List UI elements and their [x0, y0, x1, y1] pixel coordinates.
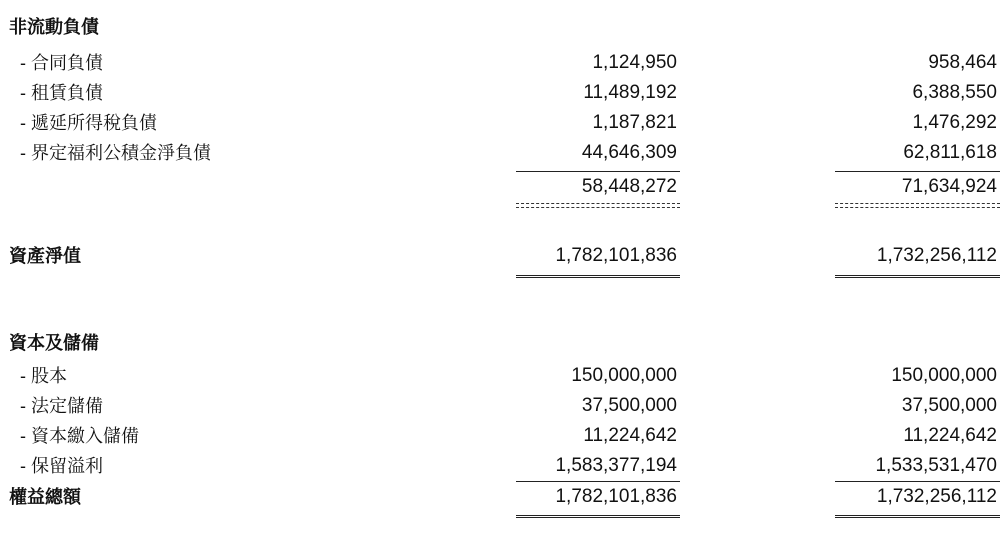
line-item-statutory-reserve — [0, 393, 1006, 421]
net-assets-double-rule-col2 — [835, 275, 1000, 278]
value-current-year: 11,224,642 — [583, 425, 677, 446]
value-prior-year: 1,533,531,470 — [875, 455, 997, 476]
subtotal-dashed-rule-col1-a — [516, 203, 680, 204]
line-item-retained-earnings — [0, 453, 1006, 481]
net-assets-row — [0, 243, 1006, 271]
line-item-contributed-capital-reserve — [0, 423, 1006, 451]
line-item-share-capital — [0, 363, 1006, 391]
subtotal-dashed-rule-col1-b — [516, 207, 680, 208]
subtotal-row-non-current-liabilities — [0, 174, 1006, 202]
value-current-year: 1,187,821 — [592, 112, 677, 133]
section-heading-capital-and-reserves — [0, 330, 1006, 358]
value-current-year: 1,124,950 — [592, 52, 677, 73]
net-assets-label: 資產淨值 — [9, 246, 81, 266]
value-current-year: 1,583,377,194 — [555, 455, 677, 476]
total-equity-double-rule-col1 — [516, 515, 680, 518]
line-item-lease-liabilities — [0, 80, 1006, 108]
value-prior-year: 150,000,000 — [891, 365, 997, 386]
subtotal-prior-year: 71,634,924 — [901, 176, 997, 197]
value-prior-year: 11,224,642 — [903, 425, 997, 446]
total-equity-rule-col2 — [835, 481, 1000, 482]
value-current-year: 37,500,000 — [581, 395, 677, 416]
line-item-defined-benefit-net-liabilities — [0, 140, 1006, 168]
net-assets-current-year: 1,782,101,836 — [555, 245, 677, 266]
subtotal-rule-col1 — [516, 171, 680, 172]
subtotal-current-year: 58,448,272 — [581, 176, 677, 197]
total-equity-row — [0, 484, 1006, 512]
value-prior-year: 6,388,550 — [912, 82, 997, 103]
item-label: - 界定福利公積金淨負債 — [20, 143, 211, 163]
item-label: - 股本 — [20, 366, 67, 386]
section-heading-non-current-liabilities — [0, 14, 1006, 42]
item-label: - 資本繳入儲備 — [20, 426, 139, 446]
net-assets-double-rule-col1 — [516, 275, 680, 278]
total-equity-double-rule-col2 — [835, 515, 1000, 518]
value-current-year: 150,000,000 — [571, 365, 677, 386]
line-item-contract-liabilities — [0, 50, 1006, 78]
net-assets-prior-year: 1,732,256,112 — [876, 245, 997, 266]
heading-label: 非流動負債 — [9, 17, 99, 37]
heading-label: 資本及儲備 — [9, 333, 99, 353]
total-equity-current-year: 1,782,101,836 — [555, 486, 677, 507]
item-label: - 遞延所得稅負債 — [20, 113, 157, 133]
line-item-deferred-tax-liabilities — [0, 110, 1006, 138]
total-equity-label: 權益總額 — [9, 487, 81, 507]
subtotal-dashed-rule-col2-a — [835, 203, 1000, 204]
total-equity-prior-year: 1,732,256,112 — [876, 486, 997, 507]
value-prior-year: 958,464 — [928, 52, 997, 73]
value-current-year: 11,489,192 — [583, 82, 677, 103]
value-prior-year: 62,811,618 — [903, 142, 997, 163]
total-equity-rule-col1 — [516, 481, 680, 482]
item-label: - 合同負債 — [20, 53, 103, 73]
item-label: - 法定儲備 — [20, 396, 103, 416]
value-prior-year: 1,476,292 — [912, 112, 997, 133]
value-prior-year: 37,500,000 — [901, 395, 997, 416]
subtotal-dashed-rule-col2-b — [835, 207, 1000, 208]
subtotal-rule-col2 — [835, 171, 1000, 172]
value-current-year: 44,646,309 — [581, 142, 677, 163]
item-label: - 租賃負債 — [20, 83, 103, 103]
item-label: - 保留溢利 — [20, 456, 103, 476]
